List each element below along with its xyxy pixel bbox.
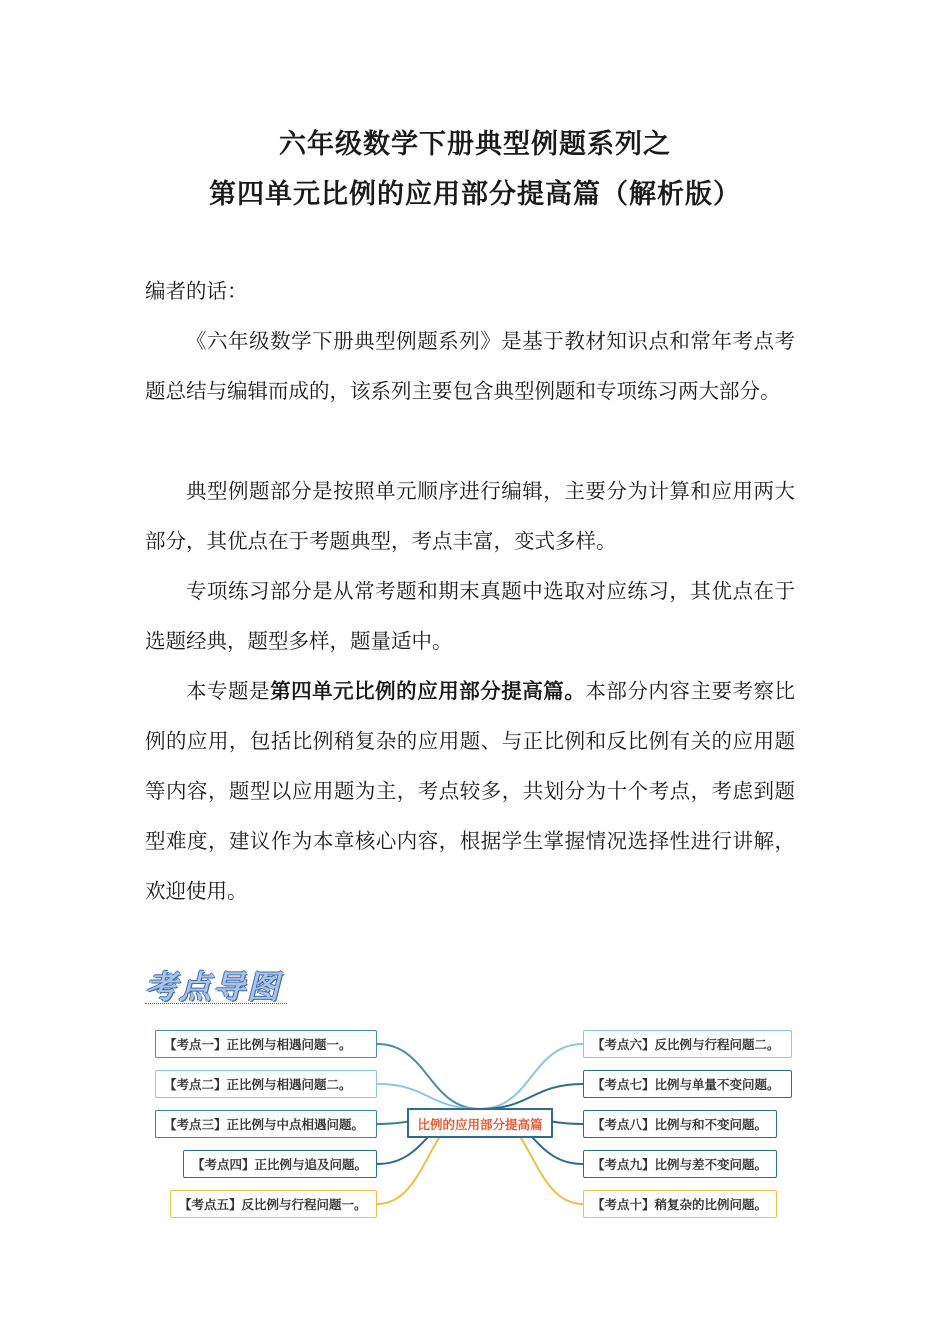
mindmap-node-left-2: 【考点二】正比例与相遇问题二。	[155, 1070, 377, 1098]
page-title-line-1: 六年级数学下册典型例题系列之	[279, 129, 671, 160]
connector-right-1	[480, 1044, 583, 1109]
mindmap-node-left-3: 【考点三】正比例与中点相遇问题。	[155, 1110, 377, 1138]
mindmap-center-node: 比例的应用部分提高篇	[407, 1108, 553, 1138]
mindmap-node-left-5: 【考点五】反比例与行程问题一。	[170, 1190, 377, 1218]
connector-right-2	[480, 1084, 583, 1109]
intro-paragraph-1: 《六年级数学下册典型例题系列》是基于教材知识点和常年考点考题总结与编辑而成的，该系列主要包含典型例题和专项练习两大部分。	[145, 329, 795, 403]
p4-rest: 本部分内容主要考察比例的应用，包括比例稍复杂的应用题、与正比例和反比例有关的应用题等内容，题型以应用题为主，考点较多，共划分为十个考点，考虑到题型难度，建议作为本章核心内容，根据学生掌握情况选择性进行讲解，欢迎使用。	[145, 679, 796, 903]
mindmap-node-left-1: 【考点一】正比例与相遇问题一。	[155, 1030, 377, 1058]
mindmap-heading: 考点导图	[145, 968, 282, 1006]
p4-prefix: 本专题是	[186, 679, 271, 703]
page-title-line-2: 第四单元比例的应用部分提高篇（解析版）	[209, 179, 741, 210]
mindmap-node-left-4: 【考点四】正比例与追及问题。	[183, 1150, 377, 1178]
editor-note-heading: 编者的话：	[145, 279, 248, 303]
mindmap-node-right-2: 【考点七】比例与单量不变问题。	[583, 1070, 792, 1098]
connector-left-2	[377, 1084, 480, 1109]
connector-left-1	[377, 1044, 480, 1109]
mindmap-node-right-4: 【考点九】比例与差不变问题。	[583, 1150, 777, 1178]
intro-paragraph-2: 典型例题部分是按照单元顺序进行编辑，主要分为计算和应用两大部分，其优点在于考题典型，考点丰富，变式多样。	[145, 479, 795, 553]
mindmap-node-right-5: 【考点十】稍复杂的比例问题。	[583, 1190, 777, 1218]
mindmap-node-right-1: 【考点六】反比例与行程问题二。	[583, 1030, 792, 1058]
intro-paragraph-3: 专项练习部分是从常考题和期末真题中选取对应练习，其优点在于选题经典，题型多样，题量适中。	[145, 579, 795, 653]
mindmap-node-right-3: 【考点八】比例与和不变问题。	[583, 1110, 777, 1138]
p4-bold-topic: 第四单元比例的应用部分提高篇。	[270, 679, 586, 703]
